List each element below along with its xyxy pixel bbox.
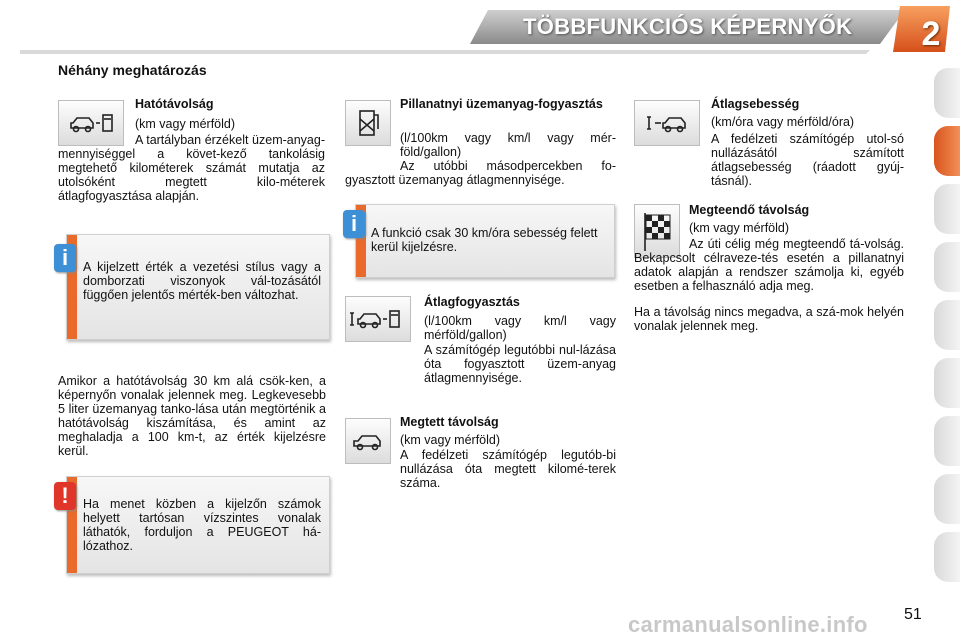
remaining-text-2: Ha a távolság nincs megadva, a szá-mok helyén vonalak jelennek meg. — [634, 305, 904, 333]
chapter-tab-4[interactable] — [934, 242, 960, 292]
range-unit: (km vagy mérföld) — [135, 117, 236, 131]
chapter-tab-6[interactable] — [934, 358, 960, 408]
chapter-number: 2 — [921, 15, 941, 53]
watermark: carmanualsonline.info — [628, 612, 868, 637]
instant-unit: (l/100km vagy km/l vagy mér-föld/gallon) — [400, 131, 616, 159]
avg-consumption-unit: (l/100km vagy km/l vagy mérföld/gallon) — [424, 314, 616, 342]
distance-title: Megtett távolság — [400, 415, 499, 429]
avg-speed-text: A fedélzeti számítógép utol-só nullázásától számított átlagsebesség (ráadott gyúj-tásnál). — [711, 132, 904, 188]
warning-note — [66, 476, 330, 574]
info-note-left-text: A kijelzett érték a vezetési stílus vagy a domborzati viszonyok vál-tozásától függően jelentős mérték-ben változhat. — [83, 260, 321, 302]
info-icon: i — [343, 210, 365, 238]
remaining-title: Megteendő távolság — [689, 203, 810, 217]
avg-speed-unit: (km/óra vagy mérföld/óra) — [711, 115, 855, 129]
distance-text: A fedélzeti számítógép legutób-bi nullázása óta megtett kilomé-terek száma. — [400, 448, 616, 490]
page-header-title: TÖBBFUNKCIÓS KÉPERNYŐK — [523, 14, 853, 39]
fuel-pump-icon — [345, 100, 391, 146]
remaining-text: Az úti célig még megteendő tá-volság. Bekapcsolt célraveze-tés esetén a pillanatnyi adatok alapján a rendszer számolja ki, egyéb esetben a felhasználó adja meg. — [634, 237, 904, 293]
car-icon — [345, 418, 391, 464]
chapter-tab-7[interactable] — [934, 416, 960, 466]
warning-note-text: Ha menet közben a kijelzőn számok helyett tartósan vízszintes vonalak láthatók, forduljon a PEUGEOT há-lózathoz. — [83, 497, 321, 553]
avg-consumption-text: A számítógép legutóbbi nul-lázása óta fogyasztott üzem-anyag átlagmennyisége. — [424, 343, 616, 385]
avg-speed-title: Átlagsebesség — [711, 97, 800, 111]
info-icon: i — [54, 244, 76, 272]
range-dashes-paragraph: Amikor a hatótávolság 30 km alá csök-ken, a képernyőn vonalak jelennek meg. Legkevesebb 5 liter üzemanyag tanko-lása után megtörténik a hatótávolság kiszámítása, és amint az meghaladja a 100 km-t, az érték kijelzésre kerül. — [58, 374, 326, 458]
instant-title: Pillanatnyi üzemanyag-fogyasztás — [400, 97, 603, 111]
chapter-tab-3[interactable] — [934, 184, 960, 234]
avg-consumption-title: Átlagfogyasztás — [424, 295, 520, 309]
car-fuel-icon — [345, 296, 411, 342]
warning-icon: ! — [54, 482, 76, 510]
car-speed-icon — [634, 100, 700, 146]
chapter-tab-1[interactable] — [934, 68, 960, 118]
remaining-unit: (km vagy mérföld) — [689, 221, 790, 235]
info-note-left — [66, 234, 330, 340]
info-note-mid-text: A funkció csak 30 km/óra sebesség felett kerül kijelzésre. — [371, 226, 598, 254]
chapter-tab-active[interactable] — [934, 126, 960, 176]
range-text: A tartályban érzékelt üzem-anyag-mennyiséggel a követ-kező tankolásig megtehető kilométerek számát mutatja az utolsóként megtett kilo-méterek átlagfogyasztása alapján. — [58, 133, 325, 203]
page-number: 51 — [904, 606, 922, 623]
range-title: Hatótávolság — [135, 97, 214, 111]
distance-unit: (km vagy mérföld) — [400, 433, 501, 447]
section-title: Néhány meghatározás — [58, 62, 207, 78]
instant-text: Az utóbbi másodpercekben fo-gyasztott üzemanyag átlagmennyisége. — [345, 159, 616, 187]
chapter-tab-5[interactable] — [934, 300, 960, 350]
chapter-tab-8[interactable] — [934, 474, 960, 524]
info-note-mid — [355, 204, 615, 278]
chapter-tab-9[interactable] — [934, 532, 960, 582]
